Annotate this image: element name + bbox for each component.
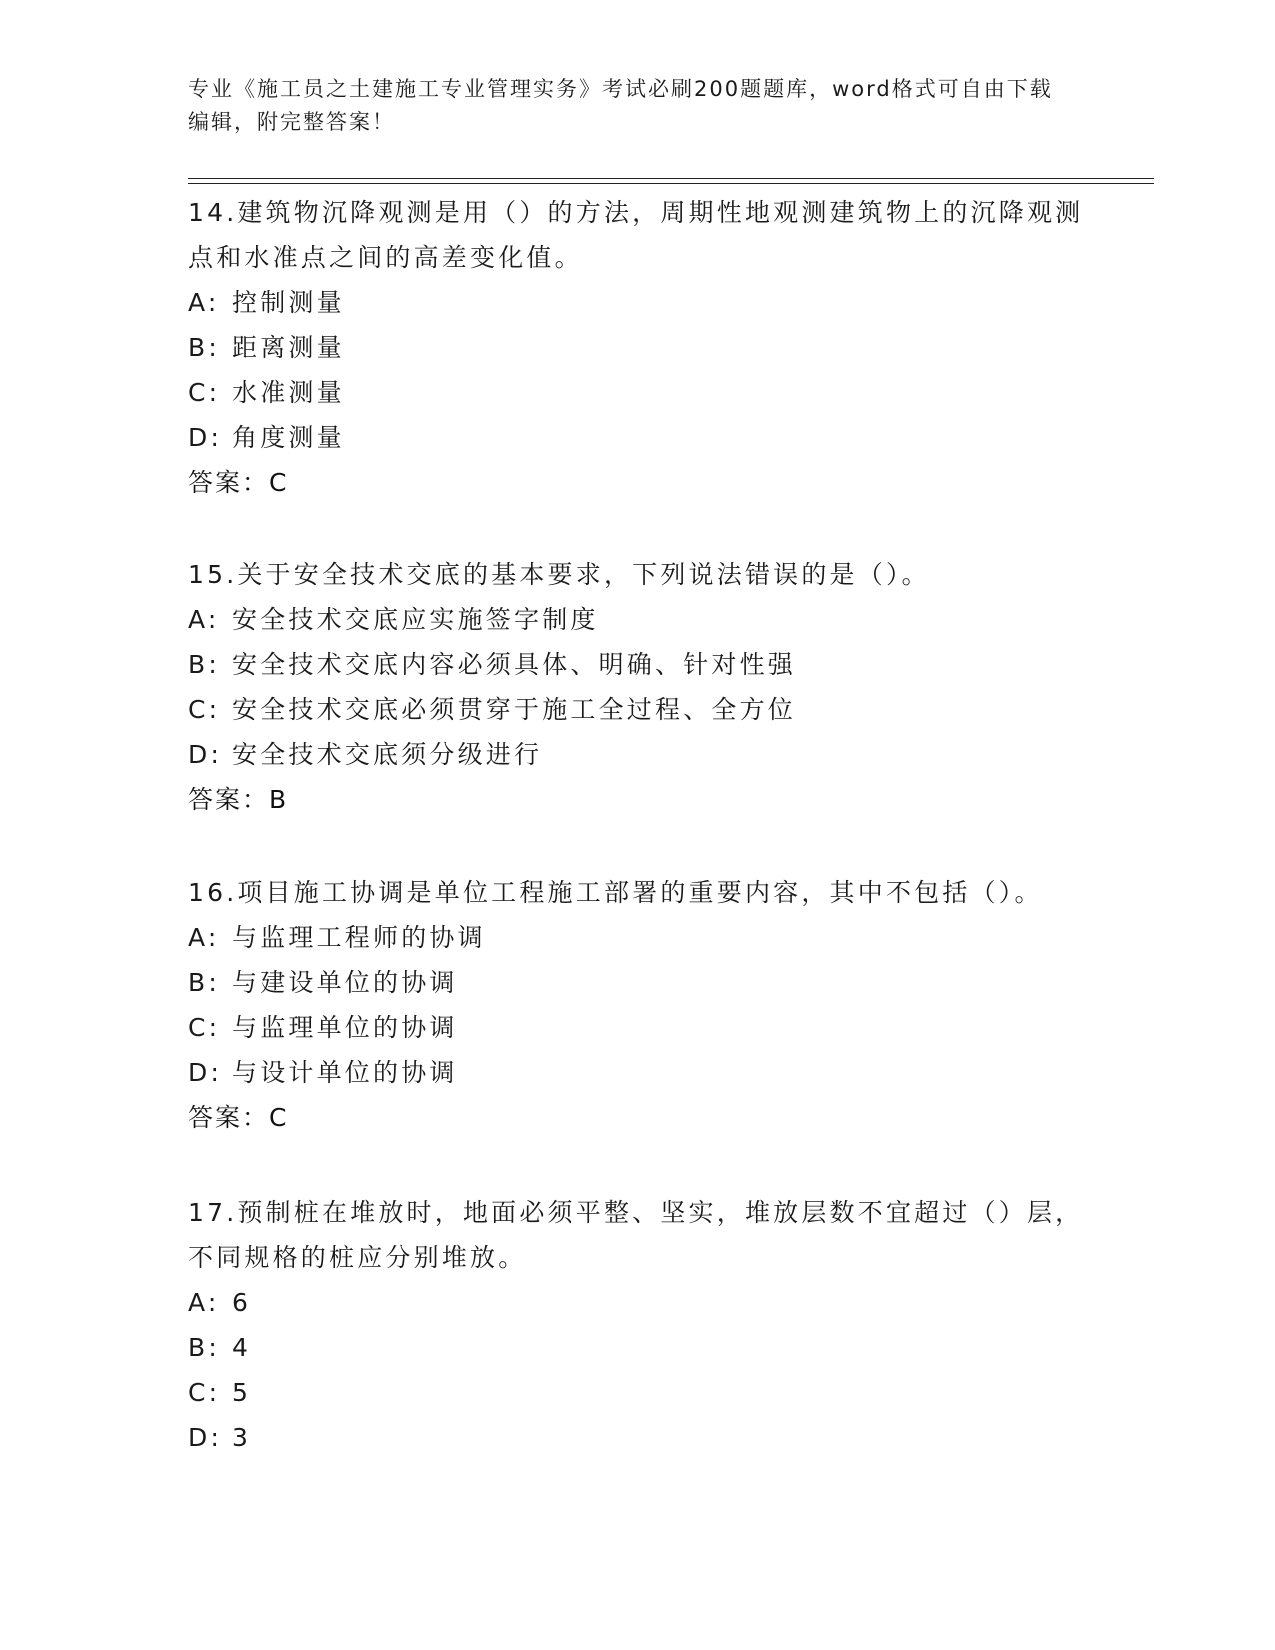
option-key: C: [188,1013,221,1042]
option-d [188,732,1088,777]
option-key: B: [188,968,220,997]
option-key: A: [188,1288,220,1317]
question-stem: 17.预制桩在堆放时，地面必须平整、坚实，堆放层数不宜超过（）层，不同规格的桩应分别堆放。 [188,1198,1084,1272]
document-header: 专业《施工员之土建施工专业管理实务》考试必刷200题题库，word格式可自由下载编辑，附完整答案！ [188,77,1053,134]
option-key: B: [188,1333,220,1362]
option-key: D: [188,423,223,452]
option-text: 控制测量 [232,288,345,317]
option-text: 安全技术交底应实施签字制度 [232,605,599,634]
option-b [188,1325,1088,1370]
option-text: 与监理单位的协调 [232,1013,458,1042]
option-d [188,1415,1088,1460]
option-d [188,415,1088,460]
option-key: D: [188,740,223,769]
option-text: 角度测量 [232,423,345,452]
option-text: 6 [232,1288,252,1317]
option-a [188,597,1088,642]
answer: 答案：C [188,468,289,497]
option-b [188,642,1088,687]
option-text: 4 [232,1333,252,1362]
option-text: 距离测量 [232,333,345,362]
option-a [188,280,1088,325]
question-15 [188,552,1088,822]
option-text: 5 [232,1378,252,1407]
option-text: 安全技术交底须分级进行 [232,740,543,769]
question-17 [188,1190,1088,1460]
option-key: A: [188,605,220,634]
option-text: 与监理工程师的协调 [232,923,486,952]
question-stem: 15.关于安全技术交底的基本要求，下列说法错误的是（）。 [188,560,930,589]
option-a [188,915,1088,960]
question-stem: 14.建筑物沉降观测是用（）的方法，周期性地观测建筑物上的沉降观测点和水准点之间的高差变化值。 [188,198,1084,272]
question-stem: 16.项目施工协调是单位工程施工部署的重要内容，其中不包括（）。 [188,878,1043,907]
header-divider-bottom [188,183,1154,184]
option-key: D: [188,1058,223,1087]
option-text: 与建设单位的协调 [232,968,458,997]
answer: 答案：B [188,785,289,814]
option-key: B: [188,333,220,362]
option-text: 3 [232,1423,252,1452]
option-b [188,960,1088,1005]
option-key: B: [188,650,220,679]
option-d [188,1050,1088,1095]
option-key: C: [188,695,221,724]
option-text: 与设计单位的协调 [232,1058,458,1087]
option-text: 水准测量 [232,378,345,407]
question-16 [188,870,1088,1140]
option-key: C: [188,378,221,407]
option-c [188,1370,1088,1415]
option-key: A: [188,288,220,317]
option-text: 安全技术交底必须贯穿于施工全过程、全方位 [232,695,797,724]
answer: 答案：C [188,1103,289,1132]
option-a [188,1280,1088,1325]
option-c [188,1005,1088,1050]
option-b [188,325,1088,370]
header-divider-top [188,178,1154,179]
option-key: D: [188,1423,223,1452]
option-c [188,687,1088,732]
option-c [188,370,1088,415]
question-14 [188,190,1088,505]
option-key: A: [188,923,220,952]
option-key: C: [188,1378,221,1407]
option-text: 安全技术交底内容必须具体、明确、针对性强 [232,650,797,679]
